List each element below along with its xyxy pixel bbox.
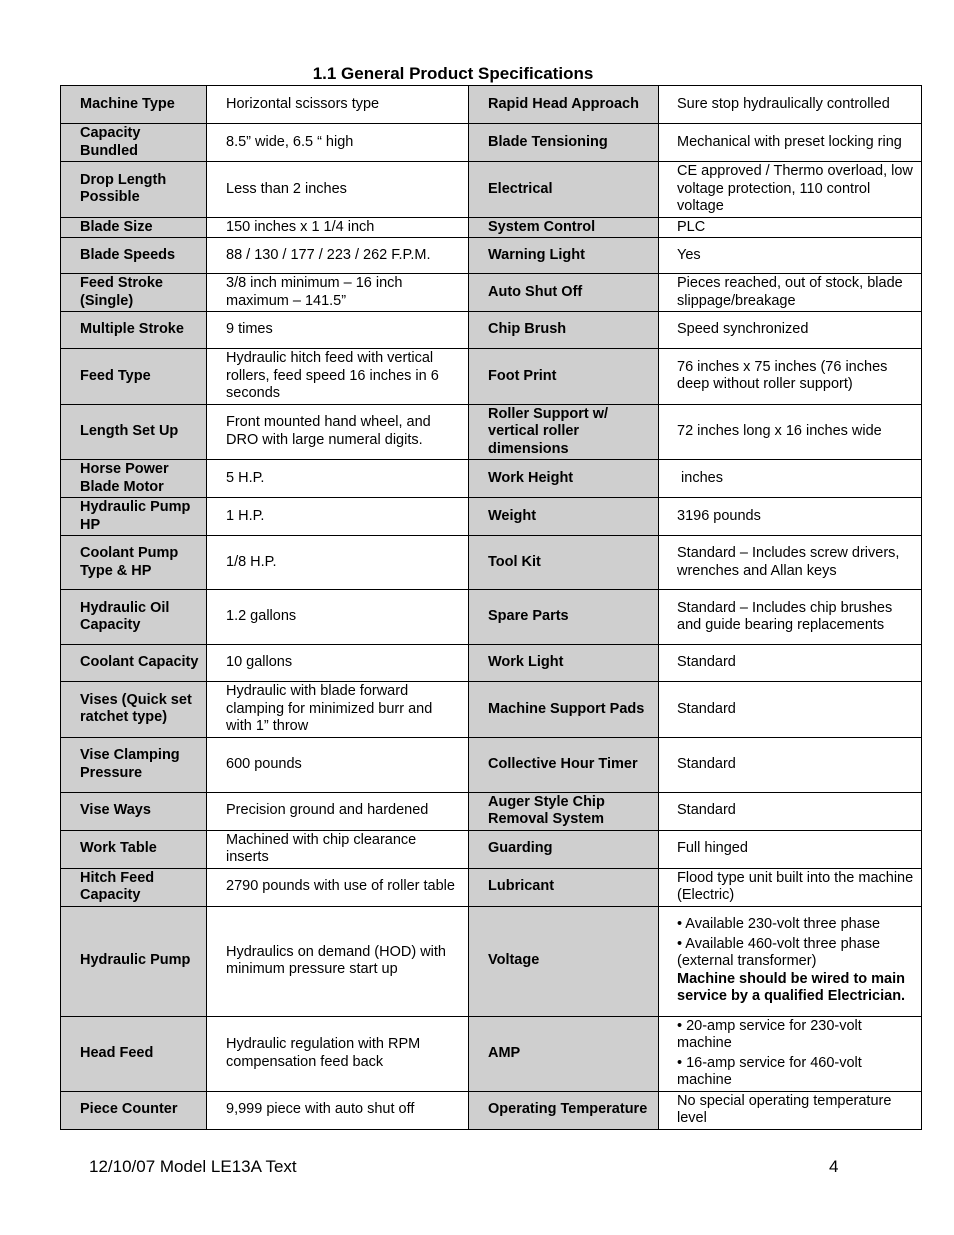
spec-value: Yes [659,238,922,274]
spec-label: Spare Parts [469,590,659,645]
spec-value: Hydraulic with blade forward clamping for minimized burr and with 1” throw [207,682,469,738]
spec-label: Vise Clamping Pressure [61,737,207,792]
spec-label: Collective Hour Timer [469,737,659,792]
spec-label: Work Height [469,460,659,498]
spec-value: Hydraulic hitch feed with vertical rollers, feed speed 16 inches in 6 seconds [207,349,469,405]
spec-label: Head Feed [61,1016,207,1091]
spec-label: Feed Type [61,349,207,405]
table-row [61,498,922,536]
spec-label: Capacity Bundled [61,124,207,162]
spec-value: 9 times [207,312,469,349]
table-row [61,1091,922,1129]
bullet-item: • Available 460-volt three phase (external transformer) [677,935,881,970]
spec-label: Drop Length Possible [61,162,207,218]
table-row [61,274,922,312]
bullet-item: • 20-amp service for 230-volt machine [677,1017,862,1051]
spec-value: 600 pounds [207,737,469,792]
table-row [61,349,922,405]
footer-text: 12/10/07 Model LE13A Text [89,1157,297,1176]
page-title: 1.1 General Product Specifications [312,64,594,83]
spec-label: Lubricant [469,868,659,906]
table-row [61,404,922,460]
table-row [61,86,922,124]
spec-value-list [659,1016,922,1091]
spec-label: Blade Speeds [61,238,207,274]
spec-value: Standard [659,645,922,682]
spec-value: Standard – Includes screw drivers, wrenches and Allan keys [659,536,922,590]
spec-label: AMP [469,1016,659,1091]
spec-value: 9,999 piece with auto shut off [207,1091,469,1129]
table-row [61,536,922,590]
bullet-item: • Available 230-volt three phase [677,916,881,933]
spec-value: Mechanical with preset locking ring [659,124,922,162]
spec-label: Machine Type [61,86,207,124]
spec-value: Hydraulic regulation with RPM compensation feed back [207,1016,469,1091]
spec-value: 88 / 130 / 177 / 223 / 262 F.P.M. [207,238,469,274]
spec-label: Hitch Feed Capacity [61,868,207,906]
table-row [61,645,922,682]
bullet-item: • 16-amp service for 460-volt machine [677,1054,862,1088]
spec-value: Speed synchronized [659,312,922,349]
page-number: 4 [829,1157,839,1176]
table-row [61,682,922,738]
spec-value: Flood type unit built into the machine (Electric) [659,868,922,906]
table-row [61,238,922,274]
wiring-note: Machine should be wired to main service by a qualified Electrician. [677,970,906,1005]
spec-label: Vises (Quick set ratchet type) [61,682,207,738]
spec-label: Voltage [469,906,659,1016]
spec-value: 72 inches long x 16 inches wide [659,404,922,460]
table-row [61,590,922,645]
spec-value: 3/8 inch minimum – 16 inch maximum – 141.5” [207,274,469,312]
spec-value: inches [659,460,922,498]
spec-value: Pieces reached, out of stock, blade slippage/breakage [659,274,922,312]
spec-table [60,85,922,1130]
spec-label: Operating Temperature [469,1091,659,1129]
table-row [61,162,922,218]
spec-label: Hydraulic Pump [61,906,207,1016]
spec-value: 8.5” wide, 6.5 “ high [207,124,469,162]
table-row [61,906,922,1016]
table-row [61,1016,922,1091]
spec-label: Electrical [469,162,659,218]
spec-value: PLC [659,217,922,238]
spec-label: Coolant Capacity [61,645,207,682]
spec-value: No special operating temperature level [659,1091,922,1129]
table-row [61,737,922,792]
spec-value: 1/8 H.P. [207,536,469,590]
spec-value: CE approved / Thermo overload, low voltage protection, 110 control voltage [659,162,922,218]
table-row [61,460,922,498]
spec-value: Hydraulics on demand (HOD) with minimum pressure start up [207,906,469,1016]
table-row [61,312,922,349]
spec-label: Coolant Pump Type & HP [61,536,207,590]
spec-label: Feed Stroke (Single) [61,274,207,312]
spec-value: 1 H.P. [207,498,469,536]
table-row [61,217,922,238]
spec-label: Multiple Stroke [61,312,207,349]
spec-value: Standard [659,682,922,738]
spec-label: Vise Ways [61,792,207,830]
spec-value: Front mounted hand wheel, and DRO with large numeral digits. [207,404,469,460]
spec-label: Roller Support w/ vertical roller dimensions [469,404,659,460]
spec-label: Guarding [469,830,659,868]
spec-value: Full hinged [659,830,922,868]
spec-value: 76 inches x 75 inches (76 inches deep without roller support) [659,349,922,405]
spec-value: 5 H.P. [207,460,469,498]
spec-value: 1.2 gallons [207,590,469,645]
spec-value: Standard [659,737,922,792]
spec-label: Auto Shut Off [469,274,659,312]
spec-label: Rapid Head Approach [469,86,659,124]
spec-label: Machine Support Pads [469,682,659,738]
spec-label: Auger Style Chip Removal System [469,792,659,830]
spec-value: 150 inches x 1 1/4 inch [207,217,469,238]
spec-value: Less than 2 inches [207,162,469,218]
spec-value: 2790 pounds with use of roller table [207,868,469,906]
spec-value: Horizontal scissors type [207,86,469,124]
spec-label: Tool Kit [469,536,659,590]
spec-label: Warning Light [469,238,659,274]
spec-label: Horse Power Blade Motor [61,460,207,498]
table-row [61,868,922,906]
spec-value: Standard – Includes chip brushes and guide bearing replacements [659,590,922,645]
spec-label: Length Set Up [61,404,207,460]
table-row [61,124,922,162]
spec-label: System Control [469,217,659,238]
spec-label: Hydraulic Oil Capacity [61,590,207,645]
spec-value: Standard [659,792,922,830]
spec-label: Blade Size [61,217,207,238]
spec-label: Work Light [469,645,659,682]
spec-value: 10 gallons [207,645,469,682]
spec-value-list [659,906,922,1016]
spec-value: Machined with chip clearance inserts [207,830,469,868]
spec-value: 3196 pounds [659,498,922,536]
spec-label: Hydraulic Pump HP [61,498,207,536]
spec-label: Work Table [61,830,207,868]
spec-label: Weight [469,498,659,536]
table-row [61,830,922,868]
spec-label: Foot Print [469,349,659,405]
spec-value: Precision ground and hardened [207,792,469,830]
table-row [61,792,922,830]
spec-value: Sure stop hydraulically controlled [659,86,922,124]
spec-label: Piece Counter [61,1091,207,1129]
spec-label: Blade Tensioning [469,124,659,162]
spec-label: Chip Brush [469,312,659,349]
